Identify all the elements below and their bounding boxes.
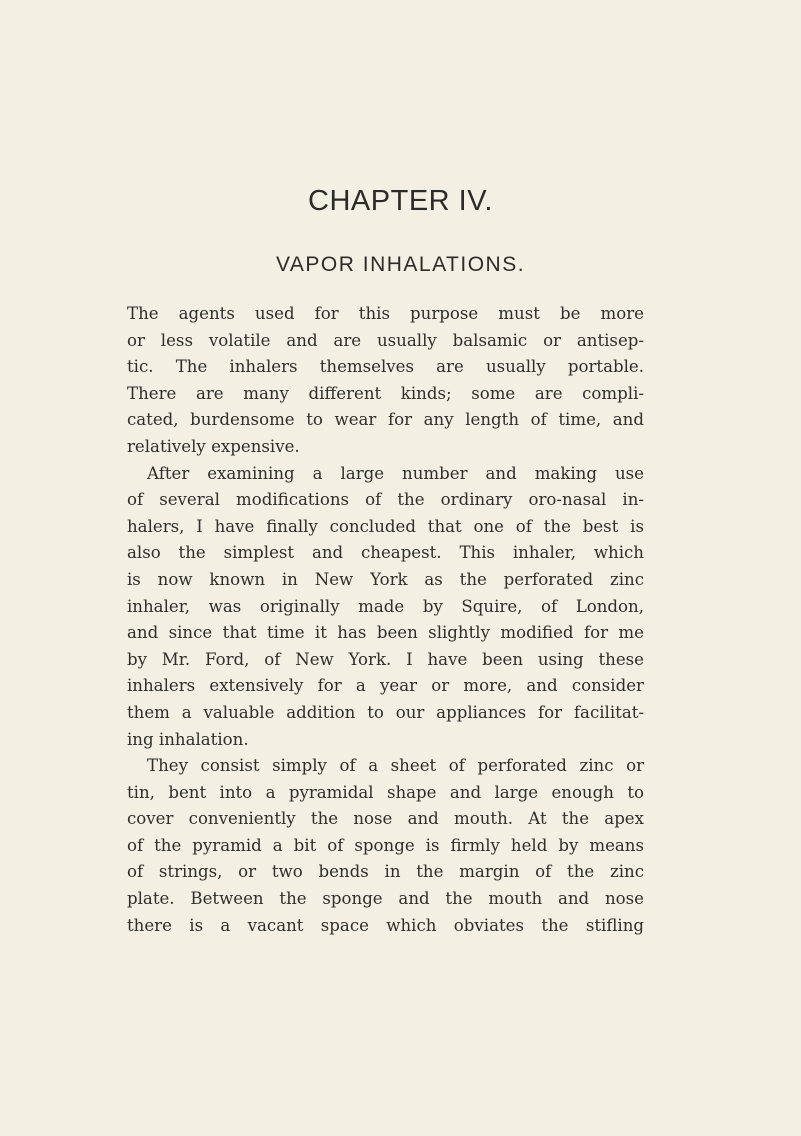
text-line: halers, I have finally concluded that one of the best is (127, 516, 644, 536)
text-line: cover conveniently the nose and mouth. At the apex (127, 809, 644, 829)
text-line: of several modifications of the ordinary oro-nasal in- (127, 490, 644, 510)
text-line: There are many different kinds; some are compli- (127, 383, 644, 403)
text-line: inhalers extensively for a year or more, and consider (127, 676, 644, 696)
text-line: tic. The inhalers themselves are usually portable. (127, 357, 644, 377)
section-heading: VAPOR INHALATIONS. (275, 253, 526, 276)
chapter-heading: CHAPTER IV. (308, 185, 493, 217)
text-line: or less volatile and are usually balsamic or antisep- (127, 330, 644, 350)
paragraph-3 (127, 753, 644, 939)
text-line: ing inhalation. (127, 729, 249, 749)
text-line: plate. Between the sponge and the mouth and nose (127, 889, 644, 909)
text-line: They consist simply of a sheet of perforated zinc or (147, 756, 644, 776)
text-line: After examining a large number and making use (147, 463, 644, 483)
text-line: tin, bent into a pyramidal shape and large enough to (127, 782, 644, 802)
text-line: inhaler, was originally made by Squire, of London, (127, 596, 644, 616)
text-line: is now known in New York as the perforated zinc (127, 569, 644, 589)
text-line: and since that time it has been slightly modified for me (127, 623, 644, 643)
text-line: also the simplest and cheapest. This inhaler, which (127, 543, 644, 563)
text-line: The agents used for this purpose must be more (127, 304, 644, 323)
text-line: cated, burdensome to wear for any length of time, and (127, 410, 644, 430)
body-text (127, 301, 644, 939)
text-line: them a valuable addition to our appliances for facilitat- (127, 702, 644, 722)
paragraph-1 (127, 301, 644, 461)
text-line: by Mr. Ford, of New York. I have been using these (127, 649, 644, 669)
paragraph-2 (127, 461, 644, 754)
text-line: relatively expensive. (127, 436, 300, 456)
text-line: of strings, or two bends in the margin of the zinc (127, 862, 644, 882)
text-line: of the pyramid a bit of sponge is firmly held by means (127, 835, 644, 855)
text-line: there is a vacant space which obviates the stifling (127, 915, 644, 935)
